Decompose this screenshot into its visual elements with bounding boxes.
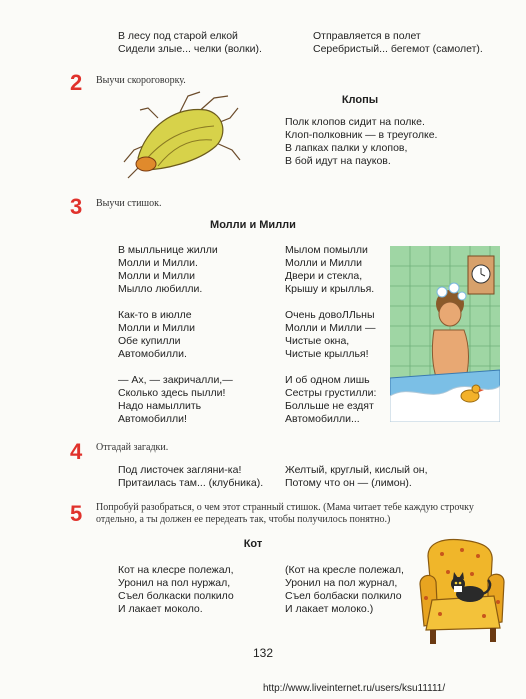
poem-line: Молли и Милли [285,257,363,269]
section-number-3: 3 [70,194,83,219]
poem-line: Молли и Милли — [285,322,376,334]
poem-line: Надо намыллить [118,400,202,412]
poem-line: (Кот на кресле полежал, [285,564,404,576]
instruction-line: отдельно, а ты должен ее передеать так, чтобы получилось понятно.) [96,514,391,525]
poem-line: Мылом помылли [285,244,368,256]
poem-line: Молли и Милли. [118,257,198,269]
poem-title-kot: Кот [243,538,263,550]
poem-line: Сколько здесь пылли! [118,387,226,399]
bathroom-illustration [390,246,500,422]
riddle-top-right [313,30,483,56]
instruction-line: Попробуй разобраться, о чем этот странный стишок. (Мама читает тебе каждую строчку [96,502,474,513]
stanza-gap [118,296,233,309]
poem-line: Притаилась там... (клубника). [118,477,264,489]
poem-line: Полк клопов сидит на полке. [285,116,425,128]
boy-face [439,302,461,326]
stanza-gap [285,361,376,374]
poem-line: Клоп-полковник — в треуголке. [285,129,438,141]
garbled-poem [118,564,234,616]
poem-line: Очень довоЛЛьны [285,309,375,321]
stanza-gap [118,361,233,374]
poem-line: Болльше не ездят [285,400,374,412]
poem-line: Двери и стекла, [285,270,363,282]
footer-url: http://www.liveinternet.ru/users/ksu11111/ [263,683,446,694]
poem-line: Сидели злые... челки (волки). [118,43,262,55]
armchair-seat [426,596,500,630]
poem-line: Как-то в июлле [118,309,192,321]
clock-icon [472,265,490,283]
riddle-top-left [118,30,262,56]
poem-line: Автомобилли! [118,413,187,425]
poem-line: Чистые крыллья! [285,348,369,360]
poem-line: Потому что он — (лимон). [285,477,412,489]
poem-line: Обе купилли [118,335,181,347]
poem-line: И лакает молоко.) [285,603,374,615]
section-instruction: Выучи стишок. [96,198,162,209]
section-number-2: 2 [70,70,83,95]
poem-line: Уронил на пол нуржал, [118,577,231,589]
section-number-5: 5 [70,501,83,526]
poem-line: Съел болбаски полкило [285,590,402,602]
page-number: 132 [252,646,274,660]
riddle-left [118,464,263,490]
poem-line: Сестры грустилли: [285,387,377,399]
poem-line: И лакает моколо. [118,603,203,615]
poem-line: — Ах, — закричалли,— [118,374,233,386]
poem-line: В бой идут на пауков. [285,155,391,167]
poem-line: Уронил на пол журнал, [285,577,398,589]
poem-line: Под листочек загляни-ка! [118,464,242,476]
poem-line: Желтый, круглый, кислый он, [285,464,428,476]
poem-line: Молли и Милли [118,270,196,282]
poem-line: Чистые окна, [285,335,350,347]
section-instruction: Выучи скороговорку. [96,75,186,86]
poem-line: В лесу под старой елкой [118,30,238,42]
poem-line: Отправляется в полет [313,30,421,42]
bedbug-illustration [118,88,244,180]
poem-title-molli-milli: Молли и Милли [210,219,296,231]
riddle-right [285,464,428,490]
armchair-cat-illustration [418,536,508,648]
poem-line: Автомобилли. [118,348,187,360]
poem-line: Кот на клесре полежал, [118,564,234,576]
poem-line: Автомобилли... [285,413,360,425]
corrected-poem [285,564,404,616]
poem-title-klopy: Клопы [341,94,379,106]
poem-line: В мылльнице жилли [118,244,218,256]
poem-line: В лапках палки у клопов, [285,142,408,154]
section-number-4: 4 [70,439,83,464]
bug-head-icon [136,157,156,171]
poem-column-1 [118,244,233,426]
section-instruction: Отгадай загадки. [96,442,169,453]
poem-line: Крышу и крыллья. [285,283,375,295]
stanza-gap [285,296,376,309]
section-instruction [96,502,474,526]
poem-line: Молли и Милли [118,322,196,334]
poem-line: Серебристый... бегемот (самолет). [313,43,483,55]
poem-column-2 [285,244,376,426]
poem-line: Съел болкаски полкило [118,590,234,602]
tongue-twister [285,116,437,168]
poem-line: И об одном лишь [285,374,370,386]
poem-line: Мылло любилли. [118,283,203,295]
